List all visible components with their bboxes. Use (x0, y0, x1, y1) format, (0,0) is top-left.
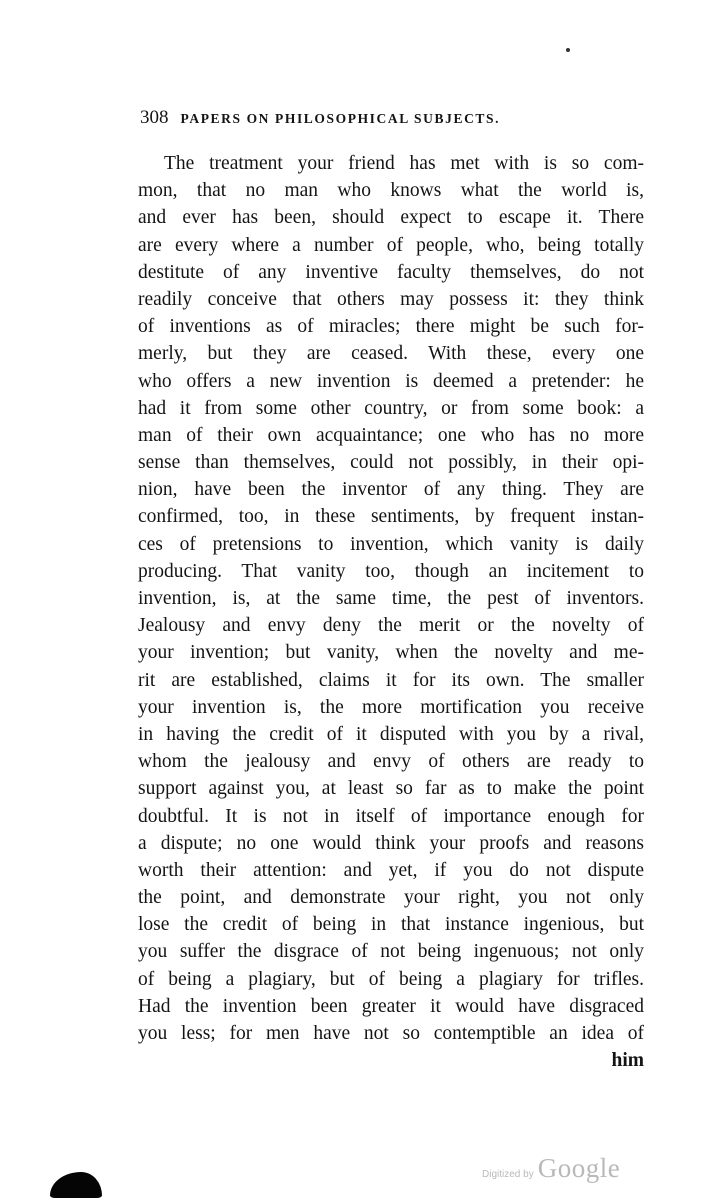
text-line: you less; for men have not so contemptible an idea of (138, 1023, 644, 1044)
watermark-prefix: Digitized by (482, 1169, 534, 1180)
text-line: had it from some other country, or from some book: a (138, 397, 644, 419)
text-line: confirmed, too, in these sentiments, by frequent instan- (138, 506, 644, 528)
google-logo: Google (537, 1153, 621, 1183)
text-line: invention, is, at the same time, the pest of inventors. (138, 588, 644, 609)
text-line: doubtful. It is not in itself of importance enough for (138, 805, 644, 827)
text-line: readily conceive that others may possess it: they think (138, 288, 644, 310)
text-line: producing. That vanity too, though an incitement to (138, 560, 644, 582)
text-line: your invention is, the more mortification you receive (138, 696, 644, 718)
text-line: lose the credit of being in that instance ingenious, but (138, 914, 644, 936)
body-text (138, 150, 644, 1074)
text-line: ces of pretensions to invention, which vanity is daily (138, 533, 644, 555)
text-line: rit are established, claims it for its own. The smaller (138, 669, 644, 691)
text-line: support against you, at least so far as to make the point (138, 778, 644, 800)
text-line: in having the credit of it disputed with you by a rival, (138, 723, 644, 745)
text-line: worth their attention: and yet, if you do not dispute (138, 859, 644, 881)
text-line: sense than themselves, could not possibly, in their opi- (138, 452, 644, 474)
text-line: of being a plagiary, but of being a plagiary for trifles. (138, 968, 644, 990)
running-title: PAPERS ON PHILOSOPHICAL SUBJECTS. (180, 111, 501, 126)
stray-dot (566, 48, 570, 52)
text-line: you suffer the disgrace of not being ingenuous; not only (138, 941, 644, 963)
text-line: a dispute; no one would think your proofs and reasons (138, 832, 644, 854)
text-line: nion, have been the inventor of any thing. They are (138, 479, 644, 501)
ink-blot (50, 1172, 102, 1198)
text-line: Had the invention been greater it would have disgraced (138, 995, 644, 1017)
text-line: who offers a new invention is deemed a pretender: he (138, 370, 644, 392)
text-line: Jealousy and envy deny the merit or the novelty of (138, 615, 644, 637)
text-line: your invention; but vanity, when the novelty and me- (138, 642, 644, 664)
page-number: 308 (140, 107, 169, 128)
text-line: are every where a number of people, who, being totally (138, 234, 644, 256)
catchword: him (611, 1050, 644, 1072)
text-line: The treatment your friend has met with is so com- (164, 153, 644, 174)
text-line: man of their own acquaintance; one who has no more (138, 424, 644, 446)
text-line: merly, but they are ceased. With these, every one (138, 343, 644, 365)
text-line: and ever has been, should expect to escape it. There (138, 207, 644, 229)
text-line: mon, that no man who knows what the world is, (138, 180, 644, 202)
text-line: whom the jealousy and envy of others are ready to (138, 751, 644, 773)
digitized-watermark (482, 1153, 620, 1184)
text-line: the point, and demonstrate your right, you not only (138, 887, 644, 909)
page-header (140, 107, 500, 127)
text-line: of inventions as of miracles; there might be such for- (138, 316, 644, 338)
text-line: destitute of any inventive faculty themselves, do not (138, 261, 644, 283)
